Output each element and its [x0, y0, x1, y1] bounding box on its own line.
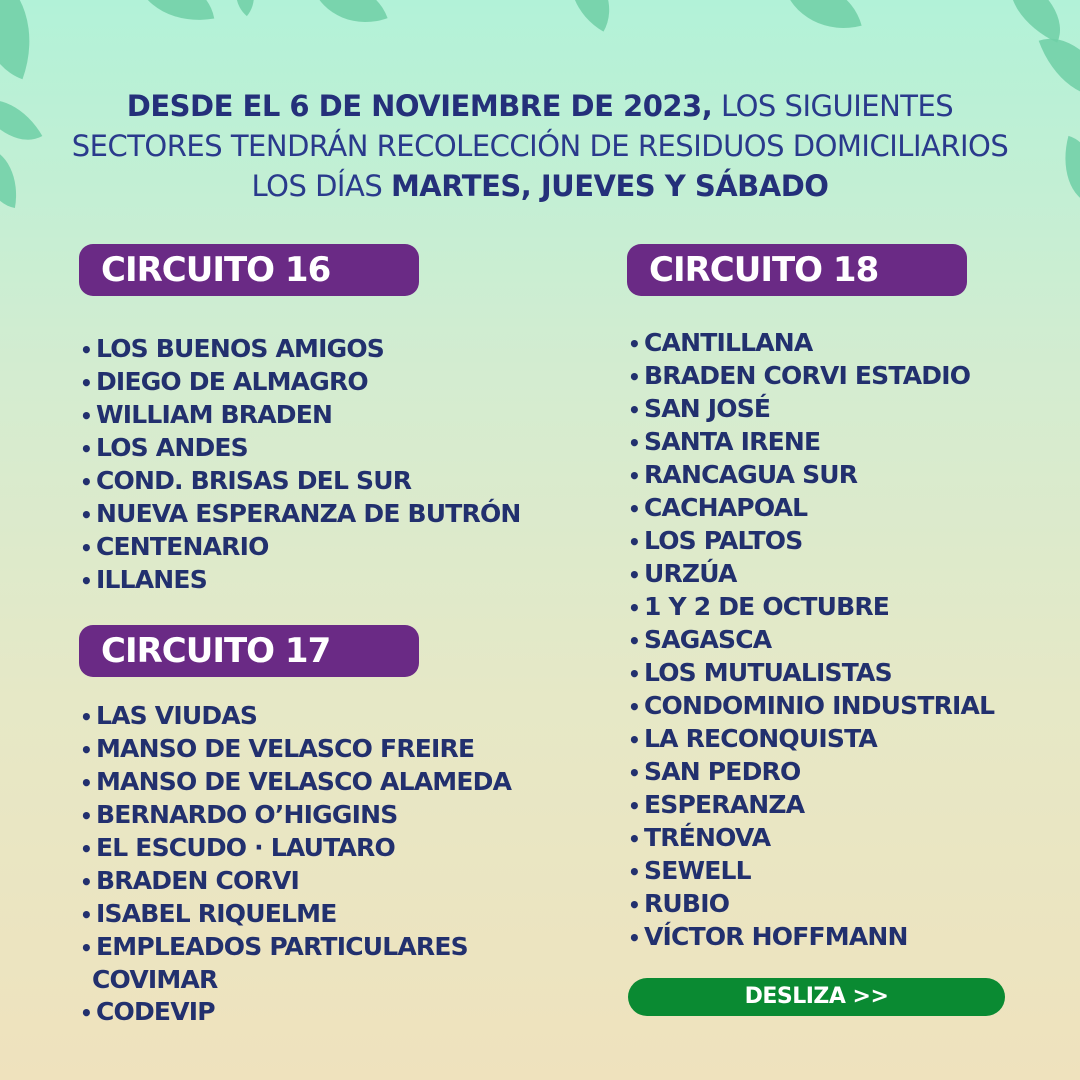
list-item: • EL ESCUDO · LAUTARO	[80, 833, 395, 862]
circuit-17-list	[80, 700, 511, 1029]
list-item: • WILLIAM BRADEN	[80, 400, 333, 429]
leaf-decoration	[552, 0, 629, 32]
list-item: • CODEVIP	[80, 997, 215, 1026]
list-item: • TRÉNOVA	[628, 823, 771, 852]
list-item: • SAN PEDRO	[628, 757, 801, 786]
list-item-continuation: COVIMAR	[92, 965, 218, 994]
list-item: • EMPLEADOS PARTICULARES COVIMAR	[80, 931, 511, 996]
list-item: • ILLANES	[80, 565, 207, 594]
list-item: • CENTENARIO	[80, 532, 269, 561]
list-item: • LOS BUENOS AMIGOS	[80, 334, 385, 363]
list-item: • BERNARDO O’HIGGINS	[80, 800, 398, 829]
list-item: • DIEGO DE ALMAGRO	[80, 367, 368, 396]
list-item: • 1 Y 2 DE OCTUBRE	[628, 592, 890, 621]
circuit-16-title: CIRCUITO 16	[79, 244, 419, 296]
list-item: • SEWELL	[628, 856, 751, 885]
list-item: • LOS MUTUALISTAS	[628, 658, 892, 687]
leaf-decoration	[0, 0, 53, 79]
leaf-decoration	[136, 0, 214, 31]
list-item: • COND. BRISAS DEL SUR	[80, 466, 412, 495]
list-item: • BRADEN CORVI ESTADIO	[628, 361, 971, 390]
list-item: • LA RECONQUISTA	[628, 724, 877, 753]
leaf-decoration	[783, 0, 861, 42]
headline	[60, 86, 1020, 206]
list-item: • RUBIO	[628, 889, 730, 918]
headline-date: DESDE EL 6 DE NOVIEMBRE DE 2023,	[126, 89, 713, 123]
list-item: • CANTILLANA	[628, 328, 813, 357]
list-item: • LOS ANDES	[80, 433, 248, 462]
list-item: • SAGASCA	[628, 625, 772, 654]
list-item: • ESPERANZA	[628, 790, 805, 819]
circuit-18-list	[628, 327, 994, 954]
list-item: • VÍCTOR HOFFMANN	[628, 922, 908, 951]
swipe-button[interactable]: DESLIZA >>	[628, 978, 1005, 1016]
list-item: • SAN JOSÉ	[628, 394, 771, 423]
list-item: • LOS PALTOS	[628, 526, 803, 555]
list-item: • SANTA IRENE	[628, 427, 821, 456]
leaf-decoration	[224, 0, 266, 16]
list-item: • CACHAPOAL	[628, 493, 808, 522]
leaf-decoration	[0, 84, 42, 156]
list-item: • MANSO DE VELASCO FREIRE	[80, 734, 475, 763]
list-item: • CONDOMINIO INDUSTRIAL	[628, 691, 995, 720]
list-item: • URZÚA	[628, 559, 737, 588]
list-item: • BRADEN CORVI	[80, 866, 299, 895]
list-item: • ISABEL RIQUELME	[80, 899, 337, 928]
list-item: • NUEVA ESPERANZA DE BUTRÓN	[80, 499, 521, 528]
headline-days: MARTES, JUEVES Y SÁBADO	[390, 169, 829, 203]
circuit-17-title: CIRCUITO 17	[79, 625, 419, 677]
leaf-decoration	[1053, 136, 1080, 204]
circuit-16-list	[80, 333, 521, 597]
leaf-decoration	[994, 0, 1076, 43]
list-item: • LAS VIUDAS	[80, 701, 258, 730]
leaf-decoration	[312, 0, 387, 39]
circuit-18-title: CIRCUITO 18	[627, 244, 967, 296]
leaf-decoration	[0, 147, 24, 208]
headline-body: LOS SIGUIENTES SECTORES TENDRÁN RECOLECCIÓN DE RESIDUOS DOMICILIARIOS LOS DÍAS	[71, 89, 1009, 203]
list-item: • RANCAGUA SUR	[628, 460, 858, 489]
list-item: • MANSO DE VELASCO ALAMEDA	[80, 767, 512, 796]
